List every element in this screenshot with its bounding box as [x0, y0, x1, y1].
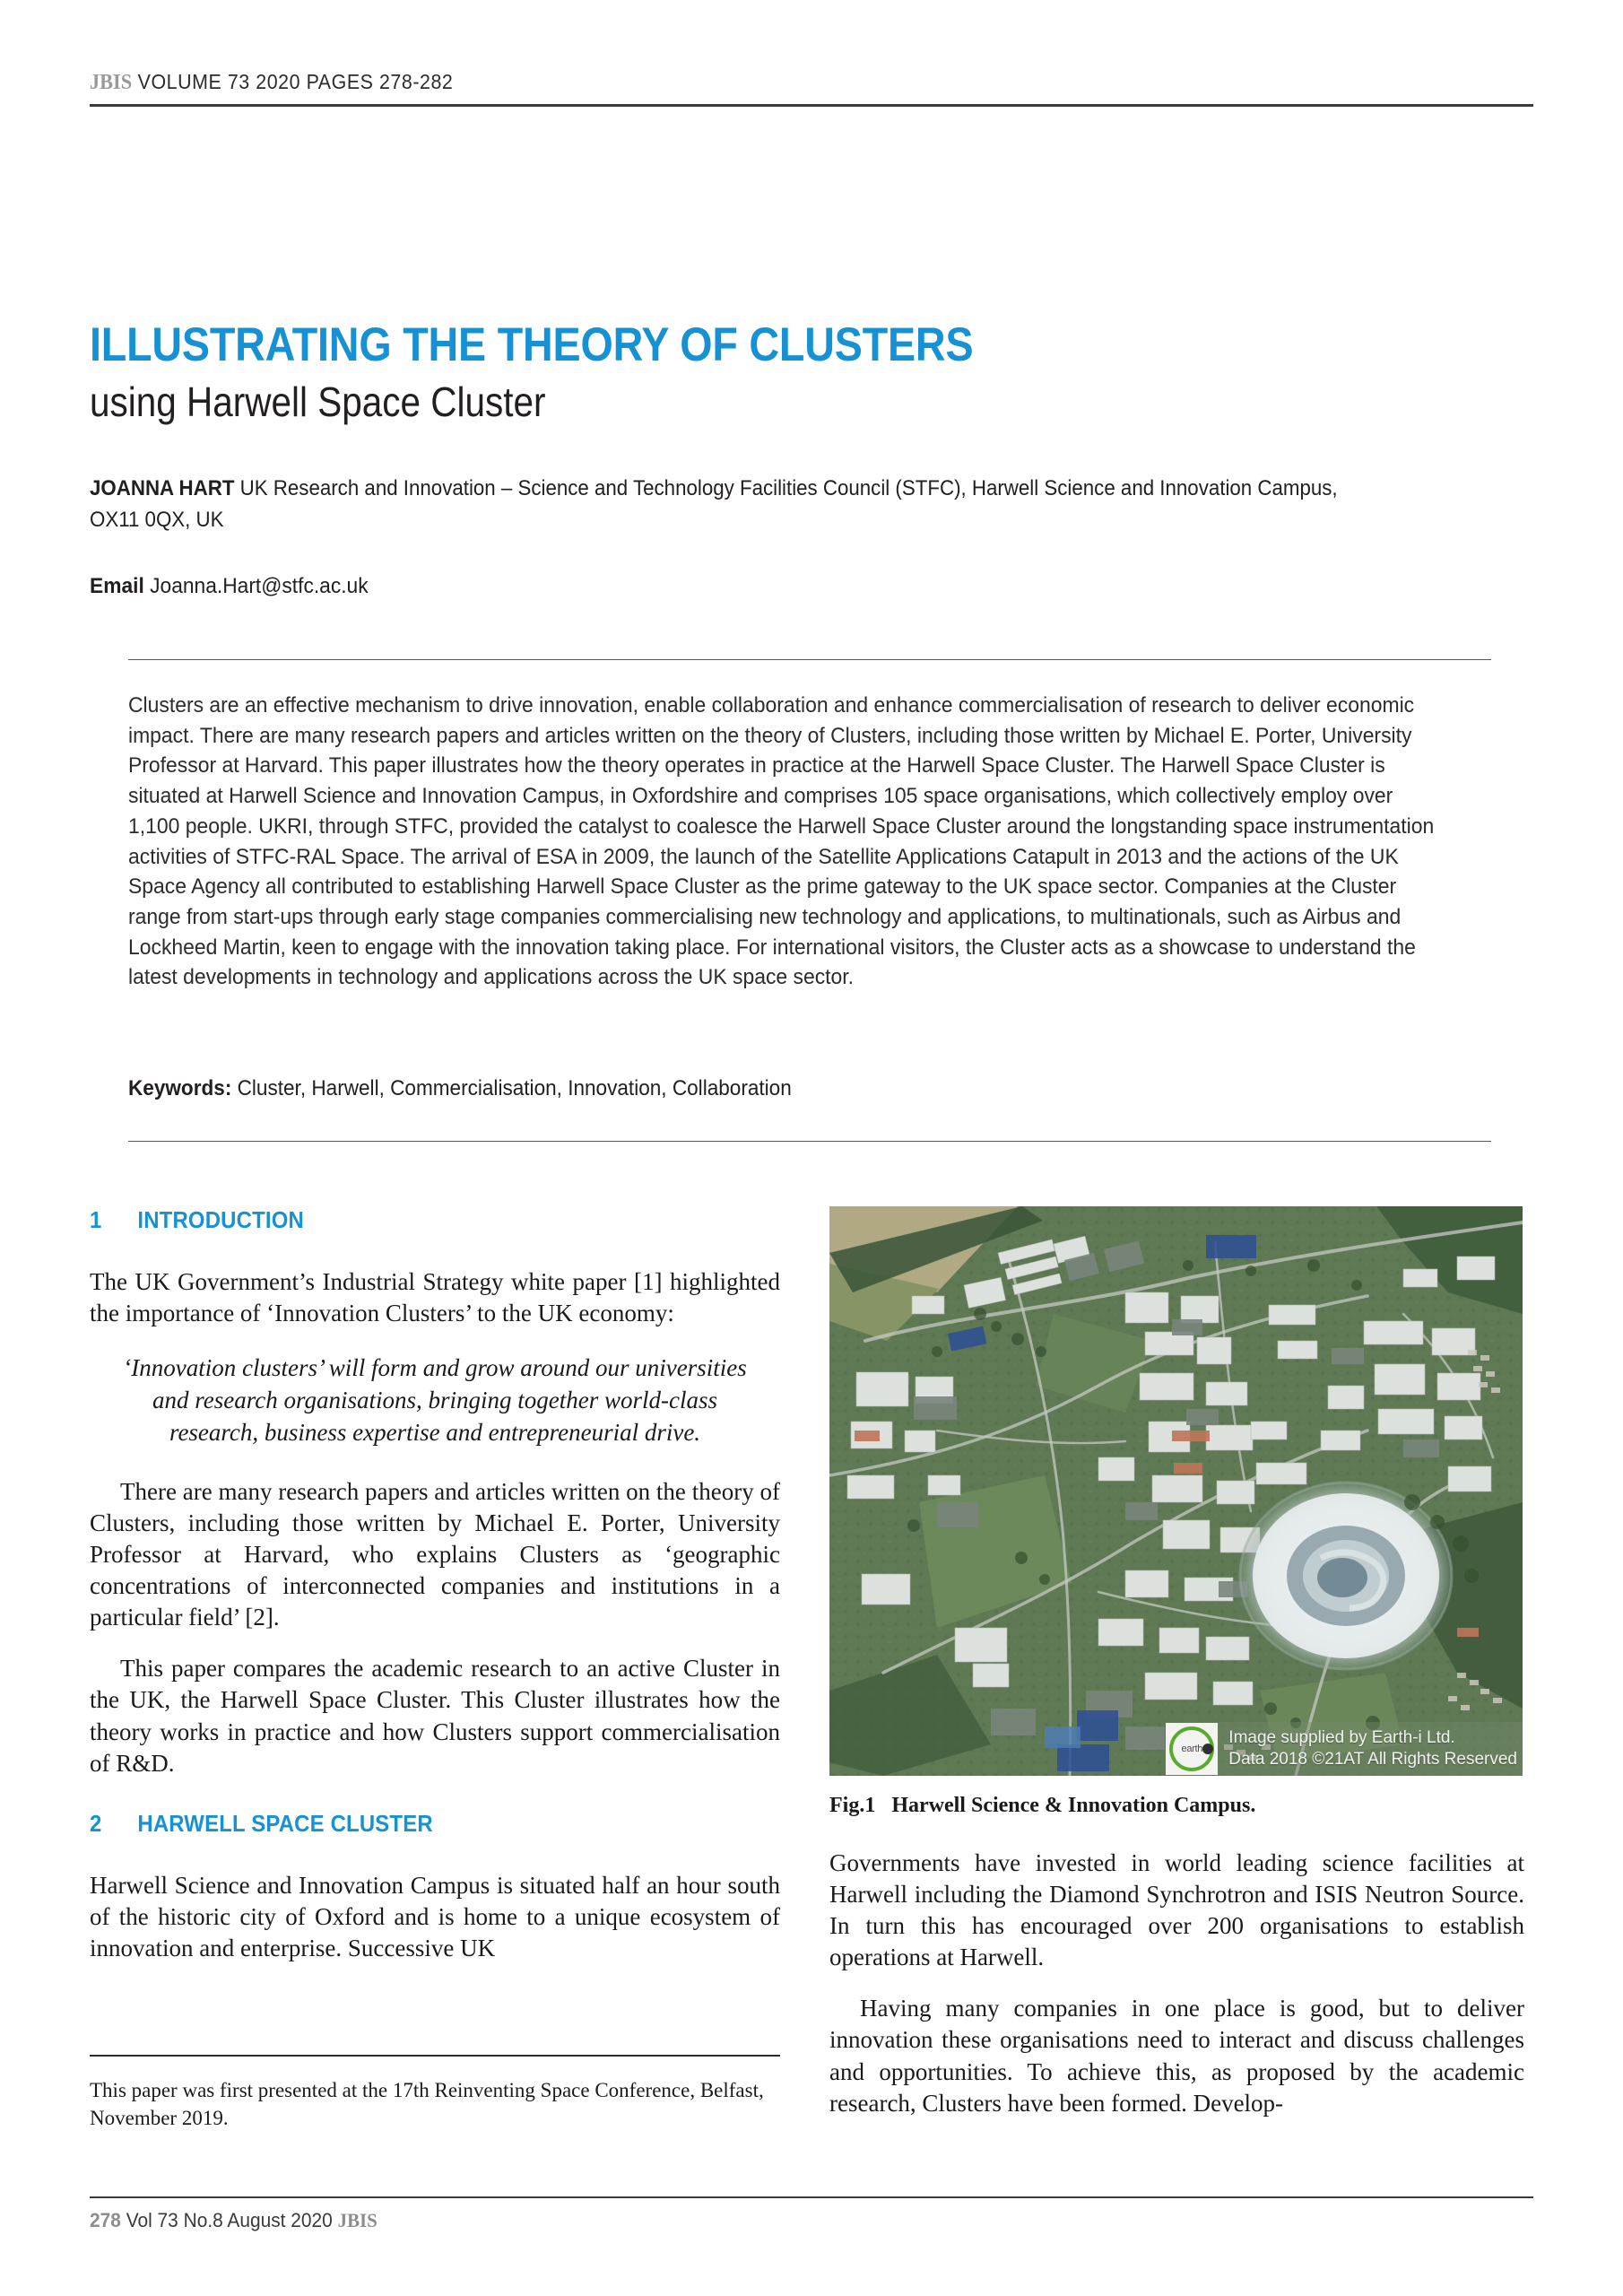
page-title: ILLUSTRATING THE THEORY OF CLUSTERS [90, 318, 974, 371]
email-label: Email [90, 574, 144, 598]
figure-1 [829, 1206, 1523, 1776]
paragraph: This paper compares the academic research to an active Cluster in the UK, the Harwell Space Cluster. This Cluster illustrates how the theory works in practice and how Clusters support commercialisation of R&D. [90, 1655, 780, 1777]
image-credit-line-2: Data 2018 ©21AT All Rights Reserved [1228, 1750, 1517, 1769]
footnote-text: This paper was first presented at the 17th Reinventing Space Conference, Belfast, November 2019. [90, 2079, 764, 2129]
paragraph: Harwell Science and Innovation Campus is situated half an hour south of the historic city of Oxford and is home to a unique ecosystem of innovation and enterprise. Successive UK [90, 1871, 780, 1961]
figure-caption-text: Harwell Science & Innovation Campus. [891, 1794, 1256, 1817]
footer-journal: JBIS [337, 2209, 378, 2231]
page-footer [90, 2209, 378, 2232]
satellite-image [829, 1206, 1523, 1776]
earth-i-logo-text: earth [1181, 1744, 1203, 1754]
paragraph: There are many research papers and articles written on the theory of Clusters, including those written by Michael E. Porter, University Professor at Harvard, who explains Clusters as ‘geographic concentrations of interconnected companies and institutions in a particular field’ [2]. [90, 1477, 780, 1631]
section-heading-harwell-space-cluster [90, 1810, 725, 1838]
footer-page-number: 278 [90, 2209, 121, 2231]
figure-caption [829, 1794, 1524, 1818]
running-head [90, 70, 453, 95]
left-column [90, 1206, 780, 1984]
running-head-text: VOLUME 73 2020 PAGES 278-282 [137, 70, 454, 93]
header-rule [90, 104, 1533, 107]
block-quote: ‘Innovation clusters’ will form and grow around our universities and research organisations, bringing together world-class research, business expertise and entrepreneurial drive. [123, 1354, 747, 1446]
author-name: JOANNA HART [90, 476, 235, 500]
author-email [90, 574, 369, 599]
section-title: HARWELL SPACE CLUSTER [137, 1809, 433, 1837]
right-column [829, 1848, 1524, 2139]
paragraph: The UK Government’s Industrial Strategy white paper [1] highlighted the importance of ‘Innovation Clusters’ to the UK economy: [90, 1268, 780, 1327]
author-affiliation [90, 474, 1391, 536]
keywords-value: Cluster, Harwell, Commercialisation, Innovation, Collaboration [237, 1076, 792, 1100]
keywords [128, 1076, 792, 1101]
author-affiliation-text: UK Research and Innovation – Science and Technology Facilities Council (STFC), Harwell Science and Innovation Campus, OX11 0QX, UK [90, 476, 1338, 532]
footnote-rule [90, 2055, 780, 2057]
footer-issue-text: Vol 73 No.8 August 2020 [126, 2209, 333, 2231]
paragraph: Governments have invested in world leading science facilities at Harwell including the Diamond Synchrotron and ISIS Neutron Source. In turn this has encouraged over 200 organisations to establish operations at Harwell. [829, 1849, 1524, 1971]
abstract-top-rule [128, 659, 1491, 660]
section-title: INTRODUCTION [137, 1206, 304, 1233]
section-heading-introduction [90, 1206, 725, 1234]
section-number: 1 [90, 1206, 102, 1233]
section-number: 2 [90, 1809, 102, 1837]
footer-rule [90, 2196, 1533, 2198]
keywords-label: Keywords: [128, 1076, 232, 1100]
figure-caption-label: Fig.1 [829, 1794, 876, 1817]
image-credit-overlay [1166, 1722, 1523, 1776]
earth-i-logo-icon [1166, 1723, 1218, 1775]
image-credit-text [1218, 1727, 1517, 1771]
satellite-image-graphic [829, 1206, 1523, 1776]
abstract-bottom-rule [128, 1141, 1491, 1142]
image-credit-line-1: Image supplied by Earth-i Ltd. [1228, 1727, 1455, 1747]
paragraph: Having many companies in one place is good, but to deliver innovation these organisations need to interact and discuss challenges and opportunities. To achieve this, as proposed by the academic research, Clusters have been formed. Develop- [829, 1995, 1524, 2117]
abstract-text: Clusters are an effective mechanism to drive innovation, enable collaboration and enhance commercialisation of research to deliver economic impact. There are many research papers and articles written on the theory of Clusters, including those written by Michael E. Porter, University Professor at Harvard. This paper illustrates how the theory operates in practice at the Harwell Space Cluster. The Harwell Space Cluster is situated at Harwell Science and Innovation Campus, in Oxfordshire and comprises 105 space organisations, which collectively employ over 1,100 people. UKRI, through STFC, provided the catalyst to coalesce the Harwell Space Cluster around the longstanding space instrumentation activities of STFC-RAL Space. The arrival of ESA in 2009, the launch of the Satellite Applications Catapult in 2013 and the actions of the UK Space Agency all contributed to establishing Harwell Space Cluster as the prime gateway to the UK space sector. Companies at the Cluster range from start-ups through early stage companies commercialising new technology and applications, to multinationals, such as Airbus and Lockheed Martin, keen to engage with the innovation taking place. For international visitors, the Cluster acts as a showcase to understand the latest developments in technology and applications across the UK space sector. [128, 693, 1435, 990]
page-subtitle: using Harwell Space Cluster [90, 378, 546, 425]
running-head-journal: JBIS [90, 71, 133, 94]
email-address: Joanna.Hart@stfc.ac.uk [150, 574, 369, 598]
